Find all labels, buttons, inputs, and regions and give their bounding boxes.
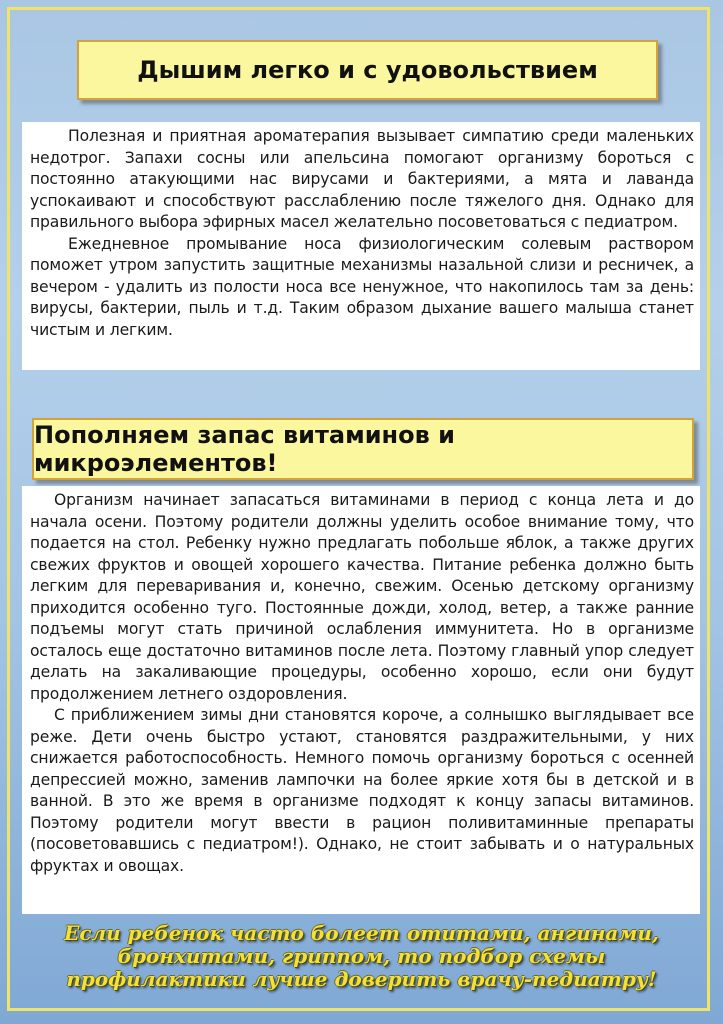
section-text-breathing — [22, 122, 700, 370]
paragraph-winter-fatigue: С приближением зимы дни становятся короче, а солнышко выглядывает все реже. Дети очень быстро устают, становятся раздражительными, у них снижается работоспособность. Немного помочь организму бороться с осенней депрессией можно, заменив лампочки на более яркие хотя бы в детской и в ванной. В это же время в организме подходят к концу запасы витаминов. Поэтому родители могут ввести в рацион поливитаминные препараты (посоветовавшись с педиатром!). Однако, не стоит забывать и о натуральных фруктах и овощах. — [30, 706, 694, 875]
section-text-vitamins — [22, 486, 700, 914]
pediatrician-note: Если ребенок часто болеет отитами, ангинами, бронхитами, гриппом, то подбор схемы профилактики лучше доверить врачу-педиатру! — [64, 921, 659, 991]
section-title-breathing: Дышим легко и с удовольствием — [77, 40, 658, 100]
paragraph-aromatherapy: Полезная и приятная ароматерапия вызывает симпатию среди маленьких недотрог. Запахи сосны или апельсина помогают организму бороться с постоянно атакующими нас вирусами и бактериями, а мята и лаванда успокаивают и способствуют расслаблению после тяжелого дня. Однако для правильного выбора эфирных масел желательно посоветоваться с педиатром. — [30, 127, 694, 231]
section-title-vitamins: Пополняем запас витаминов и микроэлементов! — [32, 418, 694, 480]
paragraph-nose-rinsing: Ежедневное промывание носа физиологическим солевым раствором поможет утром запустить защитные механизмы назальной слизи и ресничек, а вечером - удалить из полости носа все ненужное, что накопилось там за день: вирусы, бактерии, пыль и т.д. Таким образом дыхание вашего малыша станет чистым и легким. — [30, 234, 694, 339]
paragraph-vitamin-stock: Организм начинает запасаться витаминами в период с конца лета и до начала осени. Поэтому родители должны уделить особое внимание тому, что подается на стол. Ребенку нужно предлагать побольше яблок, а также других свежих фруктов и овощей хорошего качества. Питание ребенка должно быть легким для переваривания и, конечно, свежим. Осенью детскому организму приходится особенно туго. Постоянные дожди, холод, ветер, а также ранние подъемы могут стать причиной ослабления иммунитета. Но в организме осталось еще достаточно витаминов после лета. Поэтому главный упор следует делать на закаливающие процедуры, особенно хорошо, если они будут продолжением летнего оздоровления. — [30, 491, 694, 703]
